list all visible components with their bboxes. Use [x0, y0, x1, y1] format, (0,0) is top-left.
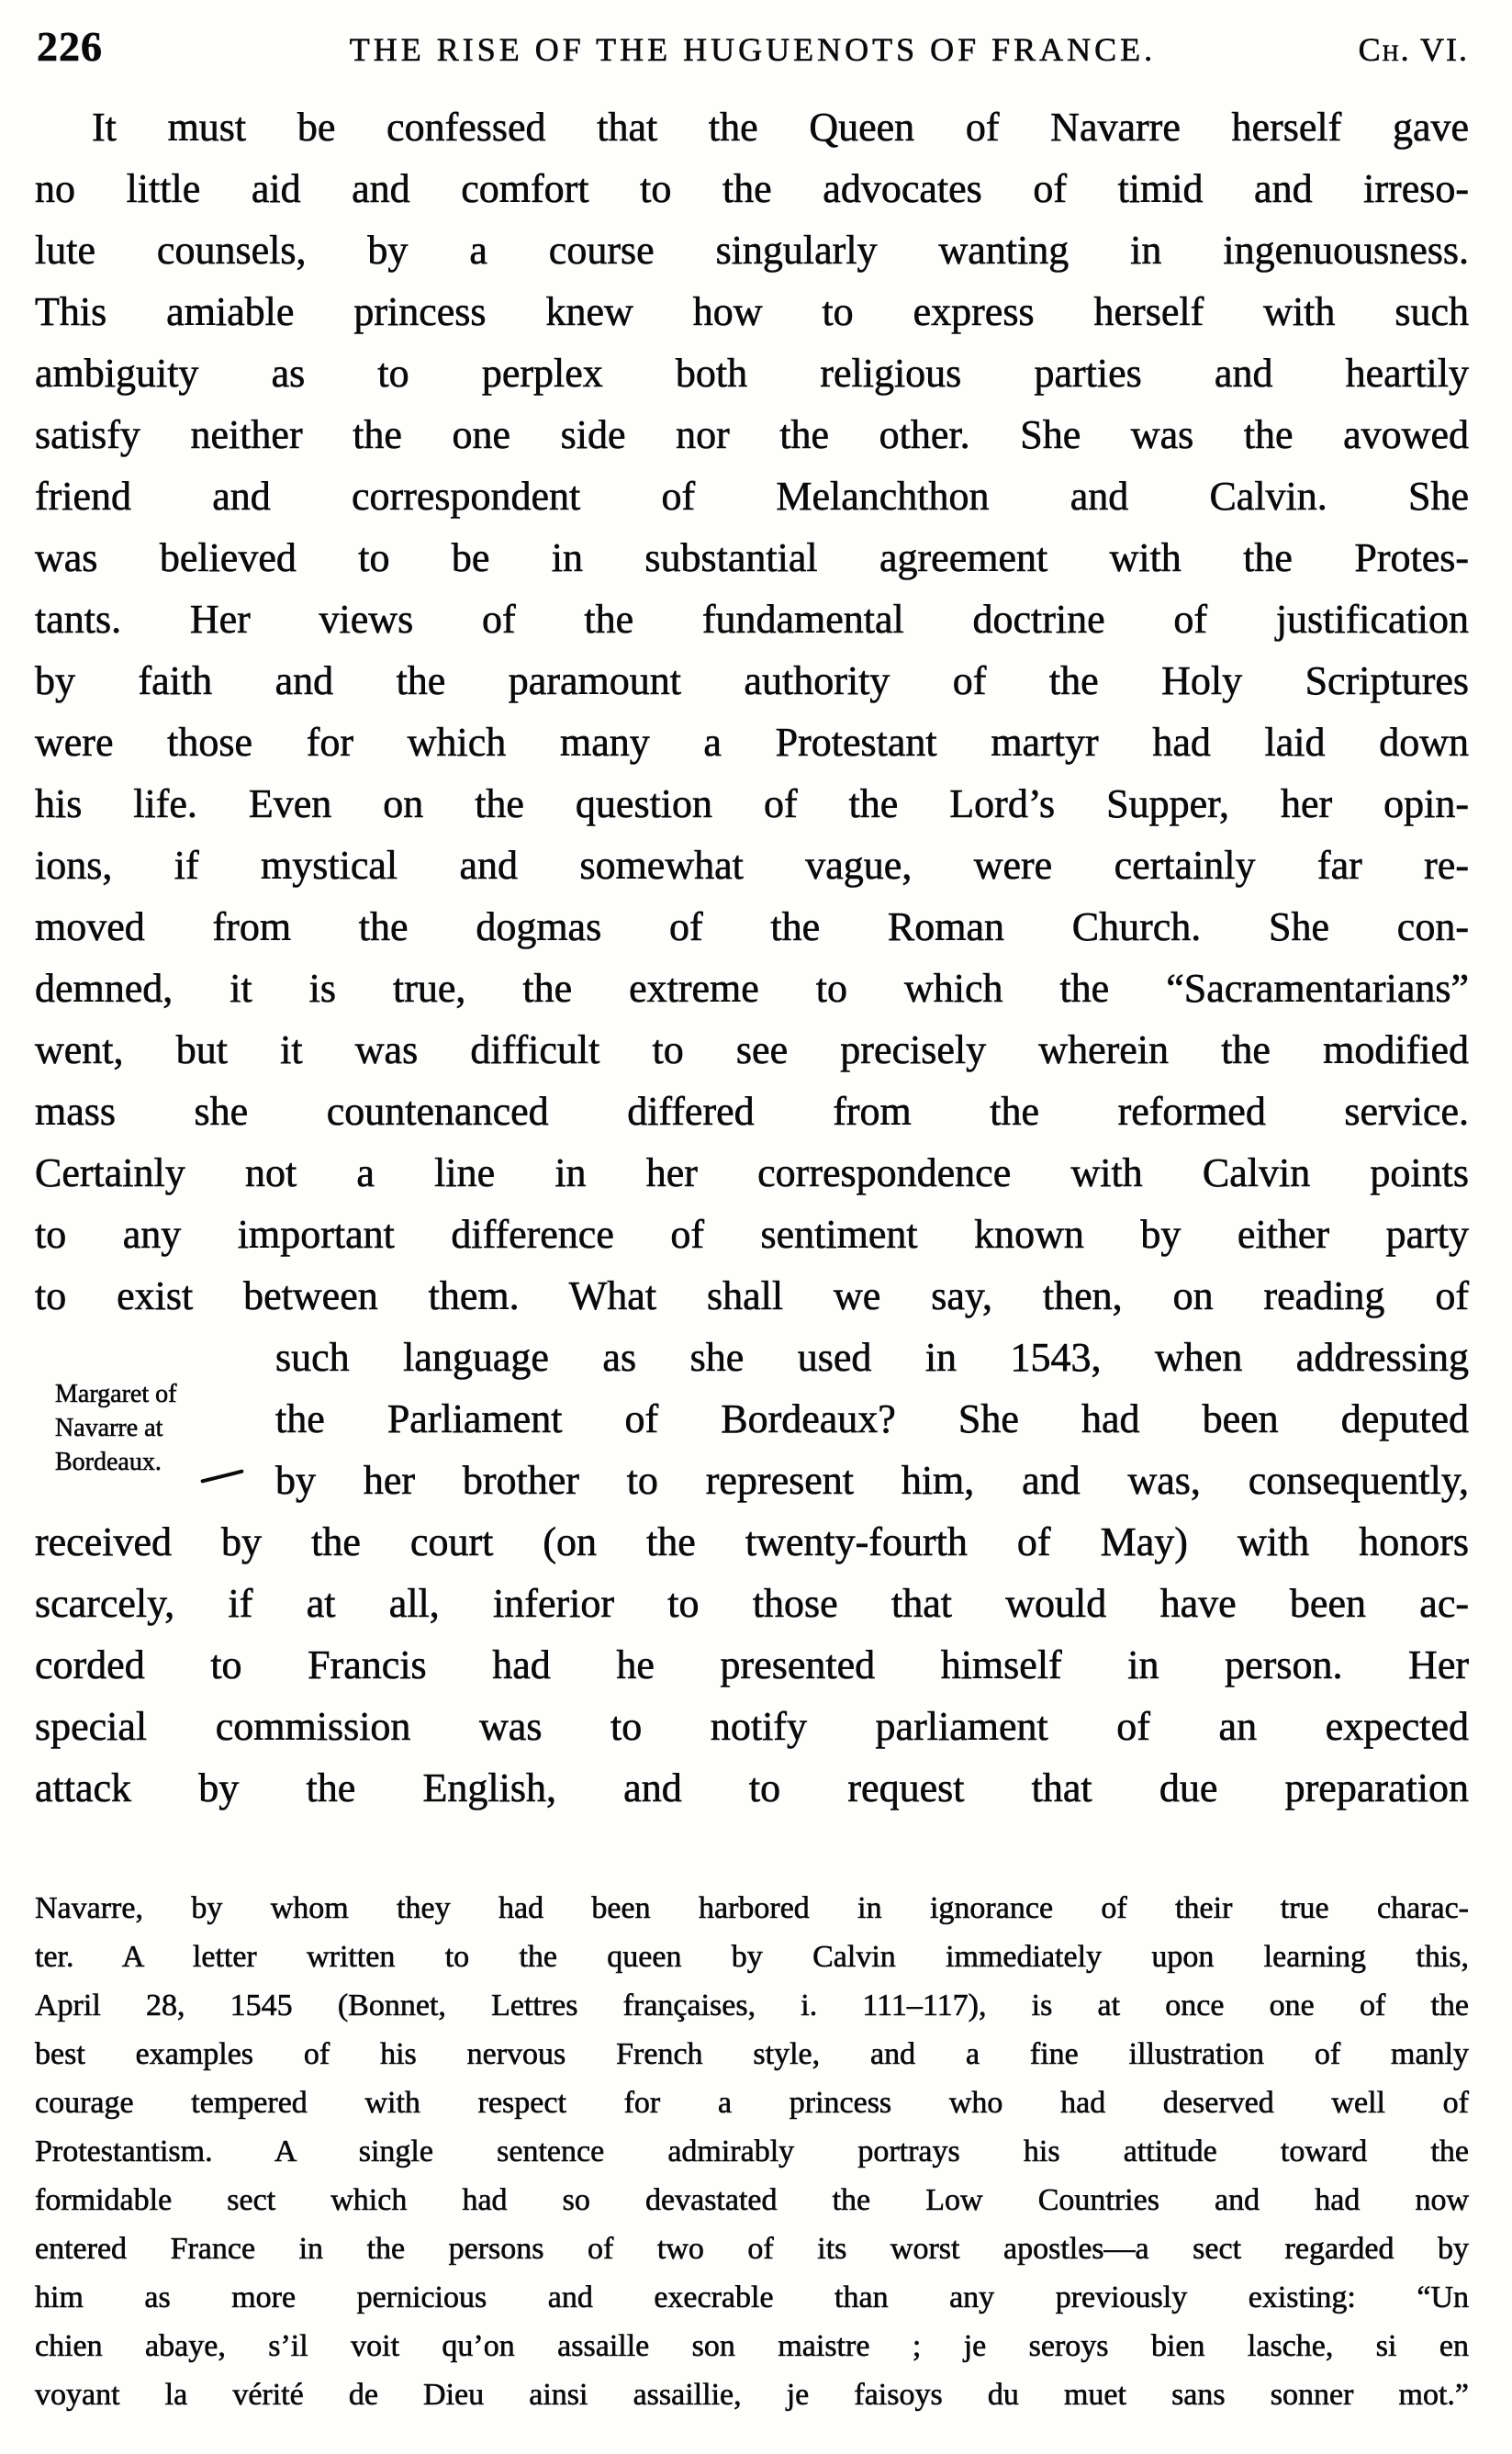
- margin-note: [55, 1377, 285, 1479]
- body-line: to exist between them. What shall we say, then, on reading of: [35, 1273, 1469, 1318]
- body-line: to any important difference of sentiment known by either party: [35, 1212, 1469, 1257]
- footnote-line: entered France in the persons of two of its worst apostles—a sect regarded by: [35, 2232, 1469, 2266]
- body-line: mass she countenanced differed from the reformed service.: [35, 1089, 1469, 1134]
- body-line: ions, if mystical and somewhat vague, were certainly far re-: [35, 843, 1469, 888]
- body-line: scarcely, if at all, inferior to those that would have been ac-: [35, 1581, 1469, 1626]
- footnote-line: formidable sect which had so devastated the Low Countries and had now: [35, 2183, 1469, 2217]
- body-line: received by the court (on the twenty-fourth of May) with honors: [35, 1519, 1469, 1564]
- body-line: satisfy neither the one side nor the other. She was the avowed: [35, 412, 1469, 457]
- body-line: demned, it is true, the extreme to which the “Sacramentarians”: [35, 966, 1469, 1011]
- margin-note-line: Margaret of: [55, 1380, 177, 1408]
- body-line: by her brother to represent him, and was, consequently,: [275, 1458, 1469, 1503]
- body-line: special commission was to notify parliament of an expected: [35, 1704, 1469, 1749]
- margin-note-line: Navarre at: [55, 1414, 163, 1442]
- body-line: no little aid and comfort to the advocates of timid and irreso-: [35, 166, 1469, 211]
- page-header: [37, 22, 1469, 71]
- body-line: tants. Her views of the fundamental doctrine of justification: [35, 597, 1469, 642]
- body-line: the Parliament of Bordeaux? She had been deputed: [275, 1396, 1469, 1441]
- footnote-line: him as more pernicious and execrable than any previously existing: “Un: [35, 2280, 1469, 2314]
- body-line: by faith and the paramount authority of the Holy Scriptures: [35, 658, 1469, 703]
- body-line: It must be confessed that the Queen of Navarre herself gave: [92, 105, 1469, 150]
- body-line: attack by the English, and to request that due preparation: [35, 1765, 1469, 1810]
- chapter-label: Ch. VI.: [1358, 31, 1469, 68]
- footnote-line: April 28, 1545 (Bonnet, Lettres françaises, i. 111–117), is at once one of the: [35, 1989, 1469, 2023]
- body-line: was believed to be in substantial agreement with the Protes-: [35, 535, 1469, 580]
- footnote-line: chien abaye, s’il voit qu’on assaille son maistre ; je seroys bien lasche, si en: [35, 2329, 1469, 2363]
- body-line: such language as she used in 1543, when addressing: [275, 1335, 1469, 1380]
- footnote-line: ter. A letter written to the queen by Calvin immediately upon learning this,: [35, 1940, 1469, 1974]
- body-line: corded to Francis had he presented himself in person. Her: [35, 1642, 1469, 1687]
- footnote-line: best examples of his nervous French style, and a fine illustration of manly: [35, 2037, 1469, 2071]
- page-number: 226: [37, 23, 103, 70]
- footnote-line: courage tempered with respect for a princess who had deserved well of: [35, 2086, 1469, 2120]
- body-line: This amiable princess knew how to express herself with such: [35, 289, 1469, 334]
- body-line: Certainly not a line in her correspondence with Calvin points: [35, 1150, 1469, 1195]
- footnote-line: Navarre, by whom they had been harbored in ignorance of their true charac-: [35, 1891, 1469, 1925]
- body-line: friend and correspondent of Melanchthon and Calvin. She: [35, 474, 1469, 519]
- body-line: his life. Even on the question of the Lord’s Supper, her opin-: [35, 781, 1469, 826]
- body-line: ambiguity as to perplex both religious parties and heartily: [35, 351, 1469, 396]
- margin-note-line: Bordeaux.: [55, 1448, 162, 1476]
- body-line: lute counsels, by a course singularly wanting in ingenuousness.: [35, 228, 1469, 273]
- body-line: were those for which many a Protestant martyr had laid down: [35, 720, 1469, 765]
- footnote-line: voyant la vérité de Dieu ainsi assaillie, je faisoys du muet sans sonner mot.”: [35, 2378, 1469, 2412]
- footnote: [35, 1884, 1469, 2419]
- body-line: moved from the dogmas of the Roman Church. She con-: [35, 904, 1469, 949]
- main-paragraph: [35, 96, 1469, 1819]
- running-title: THE RISE OF THE HUGUENOTS OF FRANCE.: [349, 31, 1157, 68]
- body-line: went, but it was difficult to see precisely wherein the modified: [35, 1027, 1469, 1072]
- footnote-line: Protestantism. A single sentence admirably portrays his attitude toward the: [35, 2135, 1469, 2168]
